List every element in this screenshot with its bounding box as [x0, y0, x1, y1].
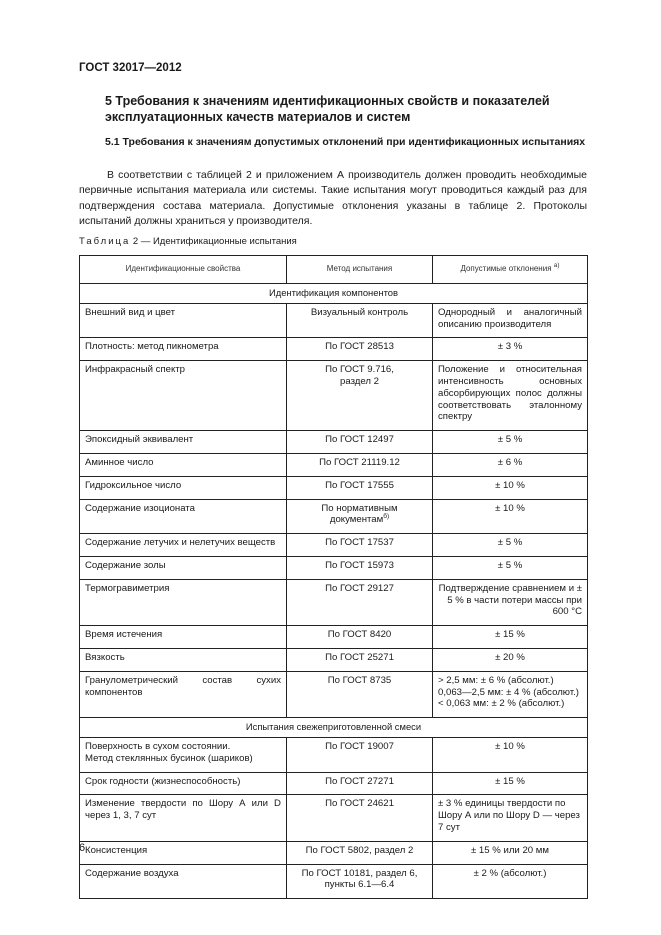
table-caption-text: 2 — Идентификационные испытания — [132, 236, 297, 247]
cell-method: По ГОСТ 21119.12 — [287, 453, 433, 476]
cell-tolerance: ± 10 % — [433, 499, 588, 534]
table-row — [80, 476, 588, 499]
table-row — [80, 534, 588, 557]
subsection-title: 5.1 Требования к значениям допустимых отклонений при идентификационных испытаниях — [105, 136, 586, 148]
cell-property: Аминное число — [80, 453, 287, 476]
cell-method: По ГОСТ 17555 — [287, 476, 433, 499]
cell-property: Срок годности (жизнеспособность) — [80, 772, 287, 795]
table-row — [80, 361, 588, 431]
cell-property: Инфракрасный спектр — [80, 361, 287, 431]
table-row — [80, 772, 588, 795]
cell-method: По ГОСТ 10181, раздел 6, пункты 6.1—6.4 — [287, 864, 433, 899]
cell-method: По ГОСТ 5802, раздел 2 — [287, 841, 433, 864]
page-number: 6 — [79, 842, 86, 854]
tolerance-line: 0,063—2,5 мм: ± 4 % (абсолют.) — [438, 686, 579, 698]
table-row — [80, 556, 588, 579]
section-title: 5 Требования к значениям идентификационных свойств и показателей эксплуатационных качеств материалов и систем — [105, 94, 550, 124]
cell-tolerance: ± 15 % или 20 мм — [433, 841, 588, 864]
footnote-marker-a: а) — [553, 262, 560, 270]
table-caption — [79, 236, 297, 247]
column-header-tolerance: Допустимые отклонения $^{а)}$ — [433, 256, 588, 284]
table-row — [80, 431, 588, 454]
cell-property: Время истечения — [80, 626, 287, 649]
column-header-method: Метод испытания — [287, 256, 433, 284]
cell-method: По ГОСТ 28513 — [287, 338, 433, 361]
cell-property: Содержание золы — [80, 556, 287, 579]
cell-tolerance: ± 15 % — [433, 626, 588, 649]
cell-property: Эпоксидный эквивалент — [80, 431, 287, 454]
cell-method: По ГОСТ 19007 — [287, 737, 433, 772]
table-row — [80, 795, 588, 841]
cell-property: Консистенция — [80, 841, 287, 864]
cell-property: Содержание летучих и нелетучих веществ — [80, 534, 287, 557]
table-row — [80, 737, 588, 772]
tolerance-line: > 2,5 мм: ± 6 % (абсолют.) — [438, 674, 554, 686]
table-caption-label: Таблица — [79, 236, 131, 247]
group-title: Идентификация компонентов — [80, 284, 588, 304]
tolerance-line: < 0,063 мм: ± 2 % (абсолют.) — [438, 698, 565, 710]
cell-property: Термогравиметрия — [80, 579, 287, 625]
cell-tolerance: Положение и относительная интенсивность основных абсорбирующих полос должны соответствовать эталонному спектру — [433, 361, 588, 431]
cell-tolerance: ± 2 % (абсолют.) — [433, 864, 588, 899]
cell-tolerance: ± 10 % — [433, 476, 588, 499]
table-row — [80, 338, 588, 361]
cell-method: По ГОСТ 25271 — [287, 648, 433, 671]
identification-tests-table — [79, 255, 588, 899]
cell-tolerance: ± 5 % — [433, 556, 588, 579]
cell-tolerance: ± 5 % — [433, 534, 588, 557]
cell-method: По ГОСТ 12497 — [287, 431, 433, 454]
table-row — [80, 841, 588, 864]
cell-method: По ГОСТ 24621 — [287, 795, 433, 841]
cell-method: По ГОСТ 15973 — [287, 556, 433, 579]
cell-method: По ГОСТ 8420 — [287, 626, 433, 649]
table-row — [80, 303, 588, 338]
table-row — [80, 626, 588, 649]
table-row — [80, 671, 588, 717]
cell-tolerance: Подтверждение сравнением и ± 5 % в части потери массы при 600 °С — [433, 579, 588, 625]
table-group-row — [80, 284, 588, 304]
cell-tolerance: ± 10 % — [433, 737, 588, 772]
table-row — [80, 579, 588, 625]
cell-property: Плотность: метод пикнометра — [80, 338, 287, 361]
cell-tolerance: Однородный и аналогичный описанию производителя — [433, 303, 588, 338]
cell-method: Визуальный контроль — [287, 303, 433, 338]
cell-tolerance: ± 6 % — [433, 453, 588, 476]
cell-tolerance: ± 3 % единицы твердости по Шору А или по Шору D — через 7 сут — [433, 795, 588, 841]
cell-property: Гидроксильное число — [80, 476, 287, 499]
cell-tolerance: ± 15 % — [433, 772, 588, 795]
cell-method: По ГОСТ 9.716, раздел 2 — [287, 361, 433, 431]
cell-method: По ГОСТ 17537 — [287, 534, 433, 557]
cell-tolerance: ± 3 % — [433, 338, 588, 361]
table-row — [80, 648, 588, 671]
cell-property: Гранулометрический состав сухих компонентов — [80, 671, 287, 717]
cell-property: Вязкость — [80, 648, 287, 671]
cell-method: По ГОСТ 8735 — [287, 671, 433, 717]
cell-tolerance: ± 5 % — [433, 431, 588, 454]
cell-property: Изменение твердости по Шору А или D через 1, 3, 7 сут — [80, 795, 287, 841]
group-title: Испытания свежеприготовленной смеси — [80, 718, 588, 738]
table-header-row — [80, 256, 588, 284]
table-row — [80, 864, 588, 899]
property-line: Метод стеклянных бусинок (шариков) — [85, 752, 253, 764]
cell-method: По ГОСТ 29127 — [287, 579, 433, 625]
table-group-row — [80, 718, 588, 738]
column-header-property: Идентификационные свойства — [80, 256, 287, 284]
document-code: ГОСТ 32017—2012 — [79, 62, 182, 74]
cell-tolerance — [433, 671, 588, 717]
property-line: Поверхность в сухом состоянии. — [85, 740, 231, 752]
cell-property: Содержание воздуха — [80, 864, 287, 899]
cell-method: По нормативным документам$^{б)}$ — [287, 499, 433, 534]
table-row — [80, 453, 588, 476]
body-paragraph: В соответствии с таблицей 2 и приложением А производитель должен проводить необходимые первичные испытания материала или системы. Такие испытания могут проводиться каждый раз для подтверждения состава материала. Допустимые отклонения указаны в таблице 2. Протоколы испытаний должны храниться у производителя. — [79, 169, 587, 227]
cell-property: Содержание изоционата — [80, 499, 287, 534]
cell-property — [80, 737, 287, 772]
table-row — [80, 499, 588, 534]
cell-property: Внешний вид и цвет — [80, 303, 287, 338]
footnote-marker-b: б) — [383, 513, 390, 521]
cell-tolerance: ± 20 % — [433, 648, 588, 671]
cell-method: По ГОСТ 27271 — [287, 772, 433, 795]
